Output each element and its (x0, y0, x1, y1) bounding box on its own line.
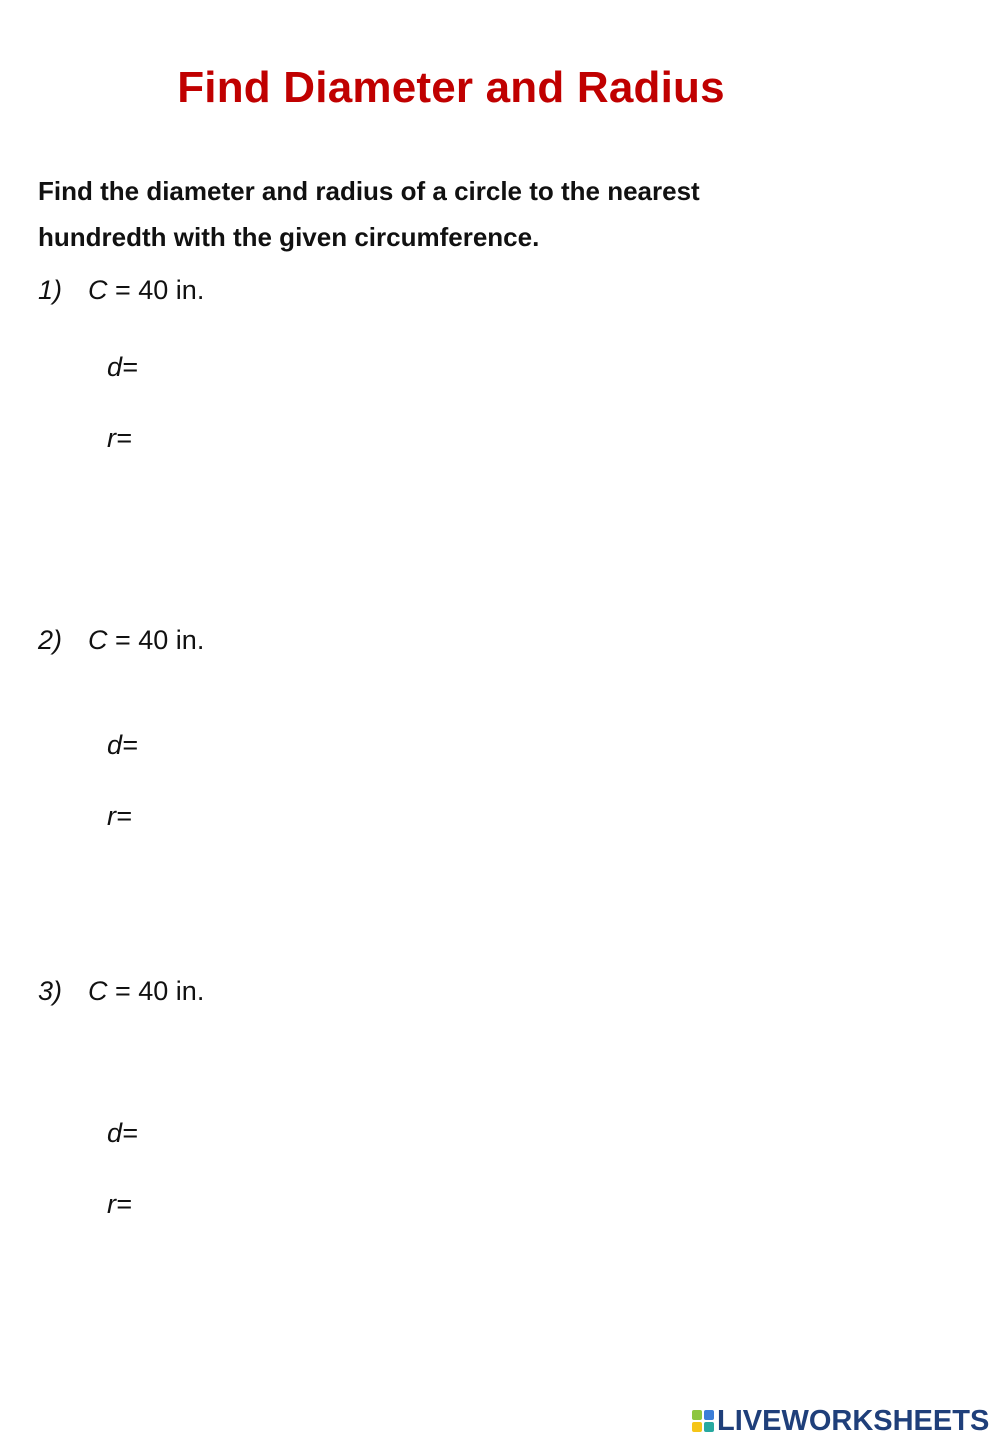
liveworksheets-branding (692, 1404, 989, 1438)
problem-variable: C (88, 275, 108, 305)
brand-name: LIVEWORKSHEETS (717, 1404, 990, 1437)
instructions-text: Find the diameter and radius of a circle to the nearest hundredth with the given circumference. (38, 176, 700, 252)
logo-square-blue (704, 1410, 714, 1420)
problem-number: 3) (38, 976, 63, 1006)
problem-2 (38, 622, 204, 658)
page-title: Find Diameter and Radius (177, 63, 725, 112)
problem-1 (38, 272, 204, 308)
problem-3 (38, 973, 204, 1009)
logo-square-teal (704, 1422, 714, 1432)
logo-square-yellow (692, 1422, 702, 1432)
problem-number: 2) (38, 625, 63, 655)
logo-square-green (692, 1410, 702, 1420)
problem-equation: = 40 in. (107, 976, 205, 1006)
diameter-answer-label: d= (107, 730, 138, 760)
diameter-answer-label: d= (107, 352, 138, 382)
problem-variable: C (88, 625, 108, 655)
radius-answer-label: r= (107, 1189, 132, 1219)
problem-number: 1) (38, 275, 63, 305)
problem-equation: = 40 in. (107, 275, 205, 305)
radius-answer-label: r= (107, 801, 132, 831)
problem-equation: = 40 in. (107, 625, 205, 655)
problem-variable: C (88, 976, 108, 1006)
liveworksheets-logo-icon (692, 1410, 714, 1432)
diameter-answer-label: d= (107, 1118, 138, 1148)
radius-answer-label: r= (107, 423, 132, 453)
